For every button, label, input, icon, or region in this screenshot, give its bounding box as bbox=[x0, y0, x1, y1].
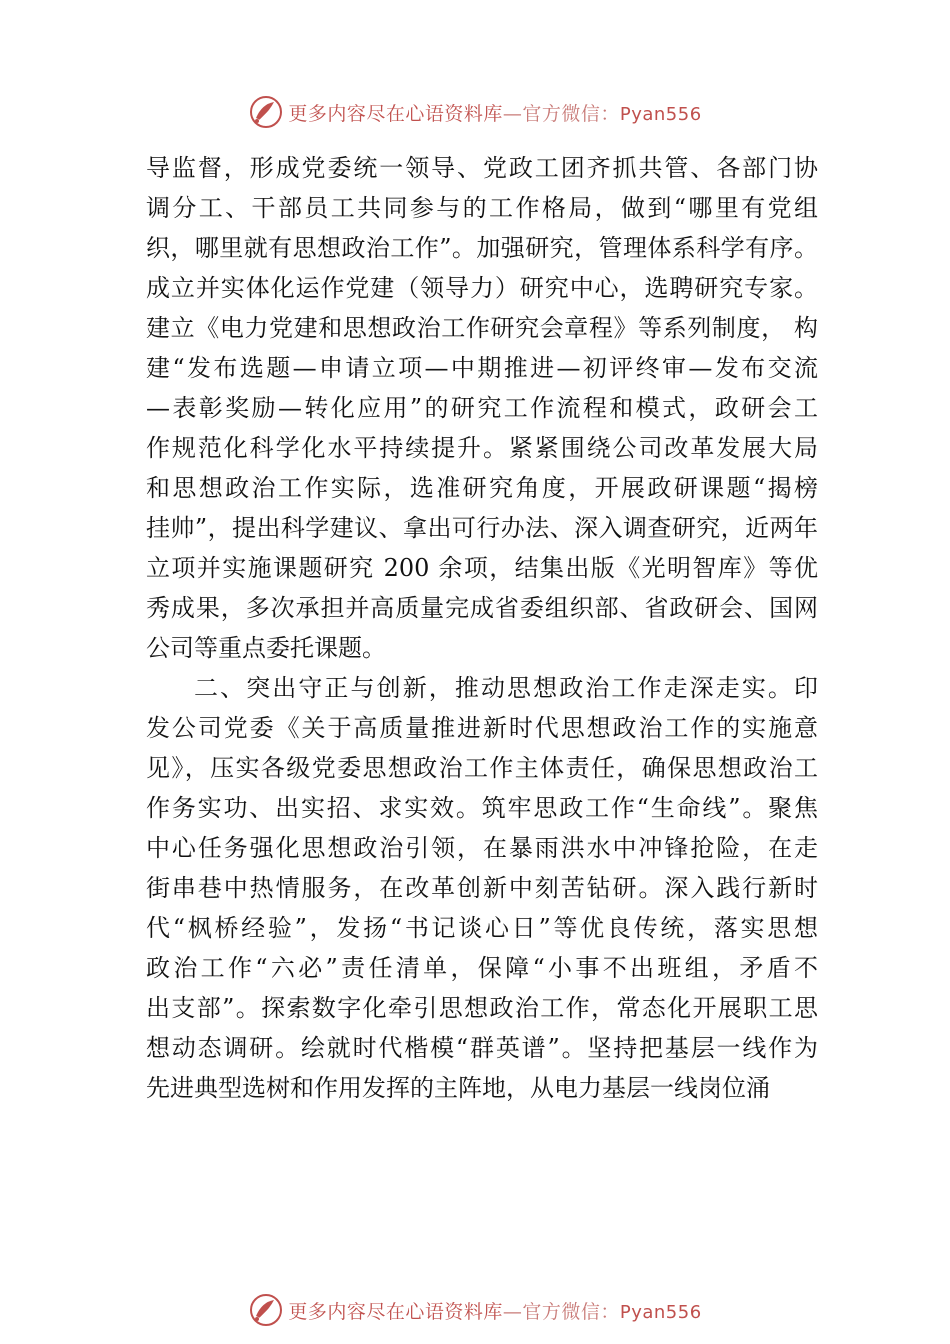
text-line: 政治工作“六必”责任清单，保障“小事不出班组，矛盾不 bbox=[146, 954, 818, 982]
watermark-text bbox=[288, 99, 701, 126]
text-line: 成立并实体化运作党建（领导力）研究中心，选聘研究专家。 bbox=[146, 274, 818, 302]
text-line: 建“发布选题—申请立项—中期推进—初评终审—发布交流 bbox=[146, 354, 818, 382]
text-line: 导监督，形成党委统一领导、党政工团齐抓共管、各部门协 bbox=[146, 154, 818, 182]
watermark-sub-text: —官方微信： bbox=[502, 102, 620, 125]
text-line: 见》，压实各级党委思想政治工作主体责任，确保思想政治工 bbox=[146, 754, 818, 782]
watermark-group bbox=[248, 1292, 701, 1328]
section-heading-line: 二、突出守正与创新，推动思想政治工作走深走实。印 bbox=[194, 674, 818, 702]
text-line: 想动态调研。绘就时代楷模“群英谱”。坚持把基层一线作为 bbox=[146, 1034, 818, 1062]
text-line: 公司等重点委托课题。 bbox=[146, 634, 386, 662]
text-line: 建立《电力党建和思想政治工作研究会章程》等系列制度， 构 bbox=[146, 314, 818, 342]
text-line: 作规范化科学化水平持续提升。紧紧围绕公司改革发展大局 bbox=[146, 434, 818, 462]
header-watermark bbox=[0, 92, 950, 132]
document-body bbox=[146, 148, 818, 1108]
text-line: 调分工、干部员工共同参与的工作格局，做到“哪里有党组 bbox=[146, 194, 818, 222]
watermark-group bbox=[248, 94, 701, 130]
watermark-sub-text: —官方微信： bbox=[502, 1300, 620, 1323]
text-line: 秀成果，多次承担并高质量完成省委组织部、省政研会、国网 bbox=[146, 594, 818, 622]
watermark-text bbox=[288, 1297, 701, 1324]
paragraph-1 bbox=[146, 148, 818, 668]
text-line: 代“枫桥经验”，发扬“书记谈心日”等优良传统，落实思想 bbox=[146, 914, 818, 942]
watermark-id-text: Pyan556 bbox=[619, 103, 702, 125]
text-line: 街串巷中热情服务，在改革创新中刻苦钻研。深入践行新时 bbox=[146, 874, 818, 902]
watermark-main-text: 更多内容尽在心语资料库 bbox=[288, 1300, 503, 1323]
text-line: 和思想政治工作实际，选准研究角度，开展政研课题“揭榜 bbox=[146, 474, 818, 502]
pen-logo-icon bbox=[248, 94, 284, 130]
watermark-main-text: 更多内容尽在心语资料库 bbox=[288, 102, 503, 125]
pen-logo-icon bbox=[248, 1292, 284, 1328]
footer-watermark bbox=[0, 1290, 950, 1330]
watermark-id-text: Pyan556 bbox=[619, 1301, 702, 1323]
paragraph-2 bbox=[146, 668, 818, 1108]
text-line: 作务实功、出实招、求实效。筑牢思政工作“生命线”。聚焦 bbox=[146, 794, 818, 822]
text-line: 立项并实施课题研究 200 余项，结集出版《光明智库》等优 bbox=[146, 554, 818, 582]
text-line: —表彰奖励—转化应用”的研究工作流程和模式，政研会工 bbox=[146, 394, 818, 422]
text-line: 发公司党委《关于高质量推进新时代思想政治工作的实施意 bbox=[146, 714, 818, 742]
text-line: 先进典型选树和作用发挥的主阵地，从电力基层一线岗位涌 bbox=[146, 1074, 770, 1102]
text-line: 织，哪里就有思想政治工作”。加强研究，管理体系科学有序。 bbox=[146, 234, 818, 262]
text-line: 出支部”。探索数字化牵引思想政治工作，常态化开展职工思 bbox=[146, 994, 818, 1022]
text-line: 挂帅”，提出科学建议、拿出可行办法、深入调查研究，近两年 bbox=[146, 514, 818, 542]
text-line: 中心任务强化思想政治引领，在暴雨洪水中冲锋抢险，在走 bbox=[146, 834, 818, 862]
